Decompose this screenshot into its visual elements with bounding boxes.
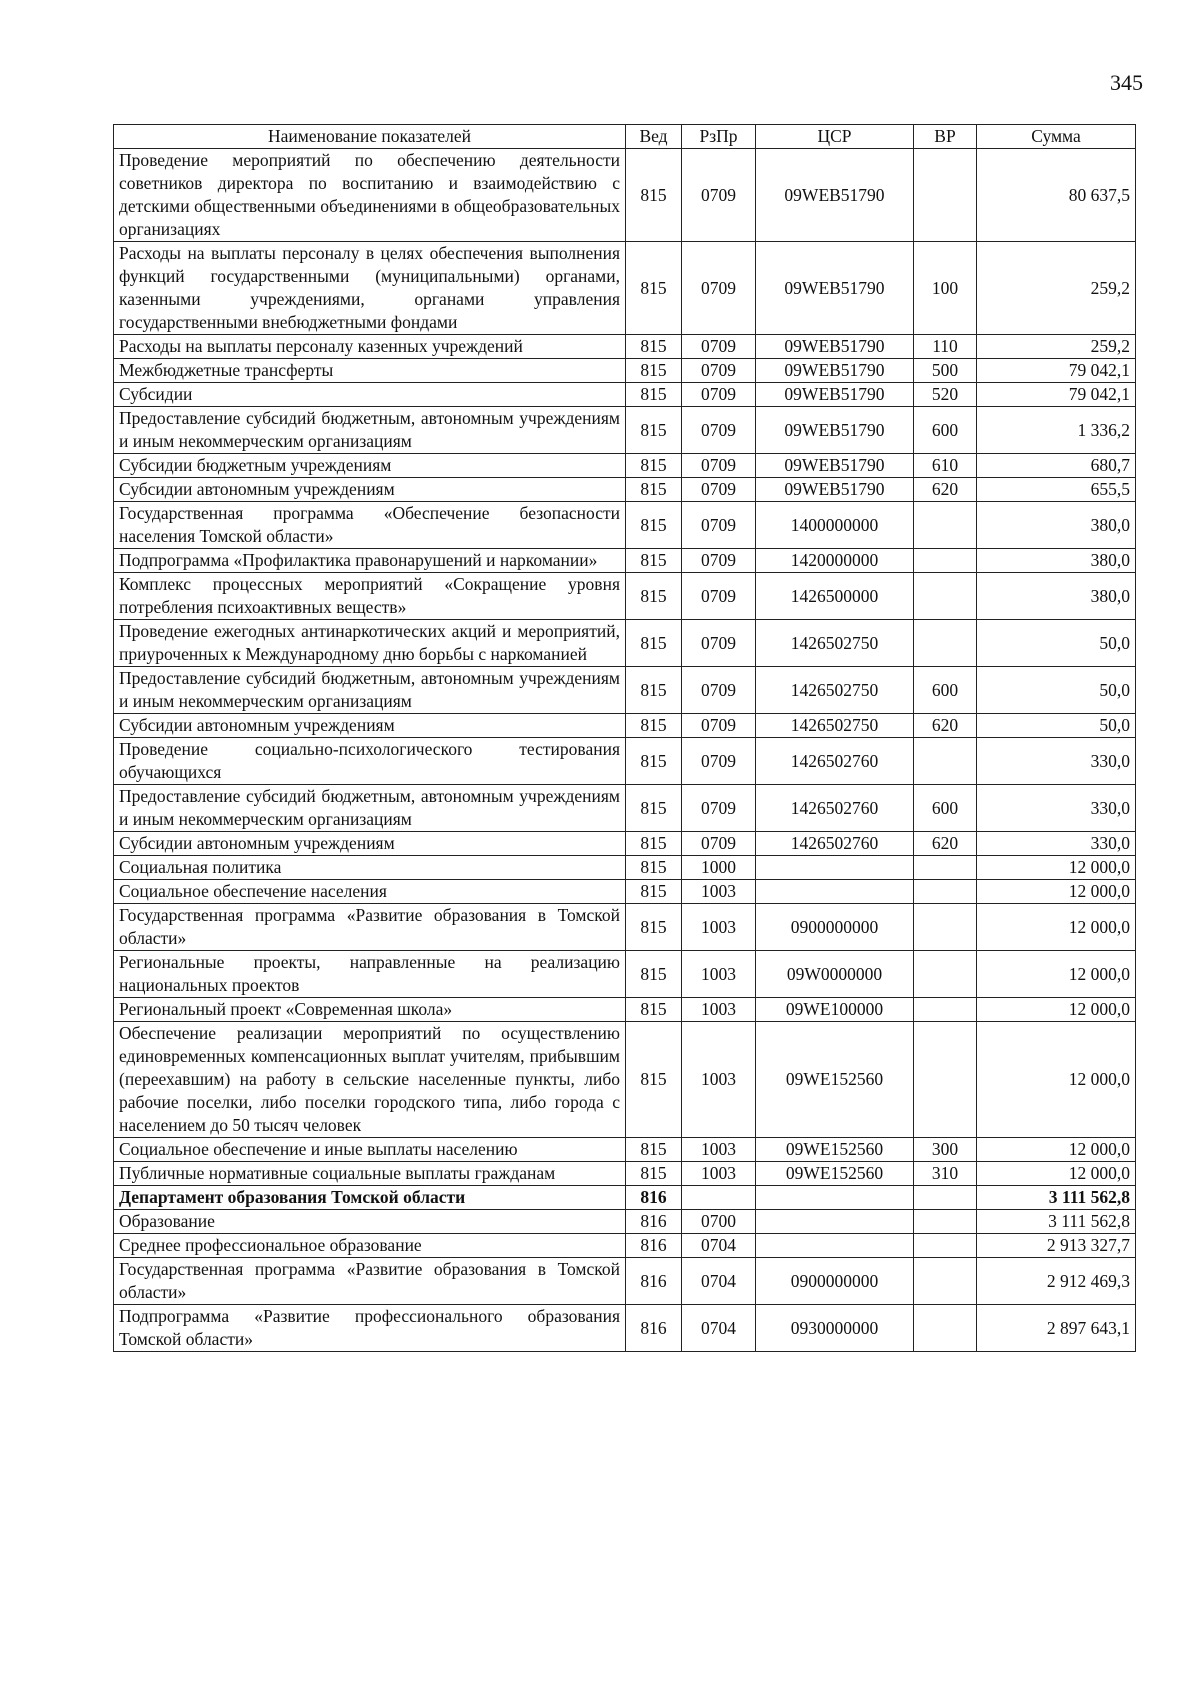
cell-vr [914,1258,977,1305]
cell-rzpr: 1003 [682,1138,756,1162]
cell-vr [914,951,977,998]
table-row [114,454,1136,478]
cell-sum: 3 111 562,8 [977,1210,1136,1234]
cell-name: Социальное обеспечение населения [114,880,626,904]
cell-rzpr: 0709 [682,549,756,573]
cell-name: Проведение мероприятий по обеспечению деятельности советников директора по воспитанию и взаимодействию с детскими общественными объединениями в общеобразовательных организациях [114,149,626,242]
cell-vr: 620 [914,478,977,502]
cell-rzpr: 1003 [682,880,756,904]
cell-name: Региональный проект «Современная школа» [114,998,626,1022]
cell-name: Субсидии [114,383,626,407]
table-row [114,502,1136,549]
cell-sum: 12 000,0 [977,1138,1136,1162]
cell-vr: 310 [914,1162,977,1186]
cell-vr [914,1305,977,1352]
cell-name: Расходы на выплаты персоналу казенных учреждений [114,335,626,359]
cell-rzpr: 0709 [682,478,756,502]
cell-csr: 1400000000 [756,502,914,549]
cell-sum: 12 000,0 [977,856,1136,880]
cell-csr: 09WEB51790 [756,359,914,383]
cell-name: Образование [114,1210,626,1234]
cell-name: Комплекс процессных мероприятий «Сокращение уровня потребления психоактивных веществ» [114,573,626,620]
table-row [114,998,1136,1022]
cell-rzpr: 0709 [682,502,756,549]
cell-csr: 09WEB51790 [756,242,914,335]
cell-csr: 0900000000 [756,1258,914,1305]
cell-rzpr: 0709 [682,714,756,738]
cell-rzpr: 0709 [682,383,756,407]
cell-ved: 815 [626,998,682,1022]
cell-csr [756,1210,914,1234]
cell-sum: 80 637,5 [977,149,1136,242]
cell-csr: 1426502760 [756,738,914,785]
cell-vr: 620 [914,714,977,738]
table-row [114,1258,1136,1305]
table-row [114,1022,1136,1138]
cell-sum: 2 912 469,3 [977,1258,1136,1305]
cell-ved: 815 [626,407,682,454]
cell-vr: 500 [914,359,977,383]
cell-ved: 815 [626,1138,682,1162]
cell-vr [914,1210,977,1234]
cell-name: Обеспечение реализации мероприятий по осуществлению единовременных компенсационных выплат учителям, прибывшим (переехавшим) на работу в сельские населенные пункты, либо рабочие поселки, либо поселки городского типа, либо города с населением до 50 тысяч человек [114,1022,626,1138]
cell-sum: 3 111 562,8 [977,1186,1136,1210]
cell-csr: 09WE152560 [756,1022,914,1138]
cell-ved: 816 [626,1305,682,1352]
cell-name: Государственная программа «Развитие образования в Томской области» [114,904,626,951]
cell-ved: 815 [626,383,682,407]
cell-sum: 380,0 [977,549,1136,573]
table-row [114,359,1136,383]
header-row [114,125,1136,149]
col-header-sum: Сумма [977,125,1136,149]
table-row [114,242,1136,335]
table-row [114,620,1136,667]
cell-csr: 1426502750 [756,714,914,738]
cell-name: Расходы на выплаты персоналу в целях обеспечения выполнения функций государственными (муниципальными) органами, казенными учреждениями, органами управления государственными внебюджетными фондами [114,242,626,335]
cell-csr: 0900000000 [756,904,914,951]
cell-rzpr: 0700 [682,1210,756,1234]
cell-sum: 380,0 [977,502,1136,549]
cell-rzpr: 1003 [682,951,756,998]
cell-csr [756,880,914,904]
cell-sum: 12 000,0 [977,998,1136,1022]
table-row [114,738,1136,785]
table-row [114,1305,1136,1352]
table-row [114,1138,1136,1162]
cell-ved: 815 [626,454,682,478]
cell-csr: 09WEB51790 [756,478,914,502]
cell-csr [756,1186,914,1210]
cell-name: Публичные нормативные социальные выплаты гражданам [114,1162,626,1186]
cell-name: Субсидии бюджетным учреждениям [114,454,626,478]
cell-name: Субсидии автономным учреждениям [114,714,626,738]
table-row [114,1210,1136,1234]
cell-rzpr: 1003 [682,998,756,1022]
cell-sum: 330,0 [977,832,1136,856]
cell-rzpr: 0709 [682,832,756,856]
table-row [114,785,1136,832]
cell-sum: 330,0 [977,785,1136,832]
cell-vr: 610 [914,454,977,478]
table-row [114,1162,1136,1186]
cell-ved: 815 [626,335,682,359]
cell-ved: 815 [626,667,682,714]
cell-sum: 79 042,1 [977,383,1136,407]
cell-sum: 50,0 [977,620,1136,667]
cell-rzpr: 0709 [682,785,756,832]
cell-csr: 1426502750 [756,620,914,667]
cell-sum: 259,2 [977,335,1136,359]
cell-ved: 815 [626,951,682,998]
table-row [114,407,1136,454]
cell-ved: 815 [626,242,682,335]
cell-csr: 09WEB51790 [756,454,914,478]
table-row [114,573,1136,620]
cell-ved: 815 [626,149,682,242]
cell-rzpr: 1003 [682,1162,756,1186]
cell-sum: 12 000,0 [977,1022,1136,1138]
cell-csr: 1426502760 [756,832,914,856]
cell-name: Государственная программа «Обеспечение безопасности населения Томской области» [114,502,626,549]
col-header-ved: Вед [626,125,682,149]
cell-csr: 09WE152560 [756,1162,914,1186]
cell-csr: 1426500000 [756,573,914,620]
cell-rzpr: 0709 [682,738,756,785]
cell-name: Предоставление субсидий бюджетным, автономным учреждениям и иным некоммерческим организациям [114,407,626,454]
cell-ved: 815 [626,1022,682,1138]
cell-ved: 815 [626,1162,682,1186]
col-header-rzpr: РзПр [682,125,756,149]
col-header-name: Наименование показателей [114,125,626,149]
cell-csr: 09WEB51790 [756,149,914,242]
cell-name: Субсидии автономным учреждениям [114,832,626,856]
cell-vr [914,573,977,620]
cell-sum: 50,0 [977,667,1136,714]
cell-csr [756,856,914,880]
cell-vr: 300 [914,1138,977,1162]
cell-vr [914,904,977,951]
cell-vr: 620 [914,832,977,856]
cell-vr [914,149,977,242]
table-row [114,383,1136,407]
cell-vr [914,880,977,904]
cell-rzpr [682,1186,756,1210]
cell-rzpr: 0709 [682,359,756,383]
cell-sum: 380,0 [977,573,1136,620]
cell-vr: 100 [914,242,977,335]
cell-sum: 12 000,0 [977,904,1136,951]
cell-sum: 79 042,1 [977,359,1136,383]
cell-csr: 09WEB51790 [756,407,914,454]
cell-ved: 816 [626,1210,682,1234]
cell-name: Проведение социально-психологического тестирования обучающихся [114,738,626,785]
cell-sum: 12 000,0 [977,880,1136,904]
cell-name: Региональные проекты, направленные на реализацию национальных проектов [114,951,626,998]
cell-vr [914,502,977,549]
table-row [114,951,1136,998]
table-row [114,478,1136,502]
table-row [114,856,1136,880]
cell-csr: 09W0000000 [756,951,914,998]
cell-ved: 815 [626,620,682,667]
cell-ved: 815 [626,714,682,738]
cell-csr: 09WE100000 [756,998,914,1022]
cell-vr [914,856,977,880]
table-row [114,667,1136,714]
cell-rzpr: 0704 [682,1305,756,1352]
cell-vr [914,1186,977,1210]
cell-name: Предоставление субсидий бюджетным, автономным учреждениям и иным некоммерческим организациям [114,785,626,832]
cell-ved: 815 [626,478,682,502]
cell-ved: 815 [626,549,682,573]
cell-sum: 330,0 [977,738,1136,785]
cell-rzpr: 0709 [682,335,756,359]
cell-ved: 815 [626,856,682,880]
page-number: 345 [1110,70,1143,95]
cell-name: Проведение ежегодных антинаркотических акций и мероприятий, приуроченных к Международному дню борьбы с наркоманией [114,620,626,667]
cell-vr [914,998,977,1022]
cell-sum: 12 000,0 [977,1162,1136,1186]
col-header-csr: ЦСР [756,125,914,149]
cell-ved: 816 [626,1234,682,1258]
budget-table [113,124,1136,1352]
cell-csr: 1426502760 [756,785,914,832]
cell-csr: 1420000000 [756,549,914,573]
cell-vr [914,738,977,785]
cell-ved: 815 [626,904,682,951]
cell-sum: 2 897 643,1 [977,1305,1136,1352]
cell-csr: 09WE152560 [756,1138,914,1162]
table-row [114,832,1136,856]
table-row [114,335,1136,359]
cell-ved: 816 [626,1186,682,1210]
cell-name: Департамент образования Томской области [114,1186,626,1210]
cell-ved: 815 [626,359,682,383]
cell-name: Среднее профессиональное образование [114,1234,626,1258]
cell-name: Подпрограмма «Профилактика правонарушений и наркомании» [114,549,626,573]
table-body [114,149,1136,1352]
cell-rzpr: 0709 [682,149,756,242]
cell-vr: 110 [914,335,977,359]
cell-rzpr: 0709 [682,620,756,667]
cell-rzpr: 1003 [682,904,756,951]
cell-name: Государственная программа «Развитие образования в Томской области» [114,1258,626,1305]
cell-vr [914,1022,977,1138]
cell-vr [914,549,977,573]
cell-vr: 520 [914,383,977,407]
cell-ved: 815 [626,785,682,832]
cell-rzpr: 1003 [682,1022,756,1138]
cell-rzpr: 0709 [682,573,756,620]
cell-ved: 815 [626,832,682,856]
cell-vr [914,620,977,667]
col-header-vr: ВР [914,125,977,149]
table-row [114,149,1136,242]
cell-sum: 259,2 [977,242,1136,335]
cell-csr: 1426502750 [756,667,914,714]
cell-sum: 12 000,0 [977,951,1136,998]
cell-rzpr: 0709 [682,667,756,714]
cell-csr: 09WEB51790 [756,335,914,359]
cell-vr: 600 [914,407,977,454]
cell-rzpr: 1000 [682,856,756,880]
cell-csr [756,1234,914,1258]
cell-sum: 1 336,2 [977,407,1136,454]
cell-sum: 655,5 [977,478,1136,502]
cell-rzpr: 0704 [682,1258,756,1305]
table-row [114,714,1136,738]
cell-rzpr: 0709 [682,407,756,454]
cell-name: Предоставление субсидий бюджетным, автономным учреждениям и иным некоммерческим организациям [114,667,626,714]
cell-name: Субсидии автономным учреждениям [114,478,626,502]
cell-ved: 815 [626,738,682,785]
cell-vr: 600 [914,785,977,832]
cell-sum: 50,0 [977,714,1136,738]
cell-csr: 09WEB51790 [756,383,914,407]
table-row [114,880,1136,904]
cell-rzpr: 0709 [682,242,756,335]
cell-ved: 815 [626,502,682,549]
cell-name: Межбюджетные трансферты [114,359,626,383]
cell-vr [914,1234,977,1258]
cell-vr: 600 [914,667,977,714]
table-header [114,125,1136,149]
cell-ved: 816 [626,1258,682,1305]
cell-name: Социальная политика [114,856,626,880]
cell-sum: 680,7 [977,454,1136,478]
cell-ved: 815 [626,880,682,904]
cell-csr: 0930000000 [756,1305,914,1352]
cell-ved: 815 [626,573,682,620]
table-row [114,1234,1136,1258]
cell-rzpr: 0704 [682,1234,756,1258]
table-row [114,904,1136,951]
cell-sum: 2 913 327,7 [977,1234,1136,1258]
table-row [114,1186,1136,1210]
cell-rzpr: 0709 [682,454,756,478]
table-row [114,549,1136,573]
cell-name: Социальное обеспечение и иные выплаты населению [114,1138,626,1162]
cell-name: Подпрограмма «Развитие профессионального образования Томской области» [114,1305,626,1352]
